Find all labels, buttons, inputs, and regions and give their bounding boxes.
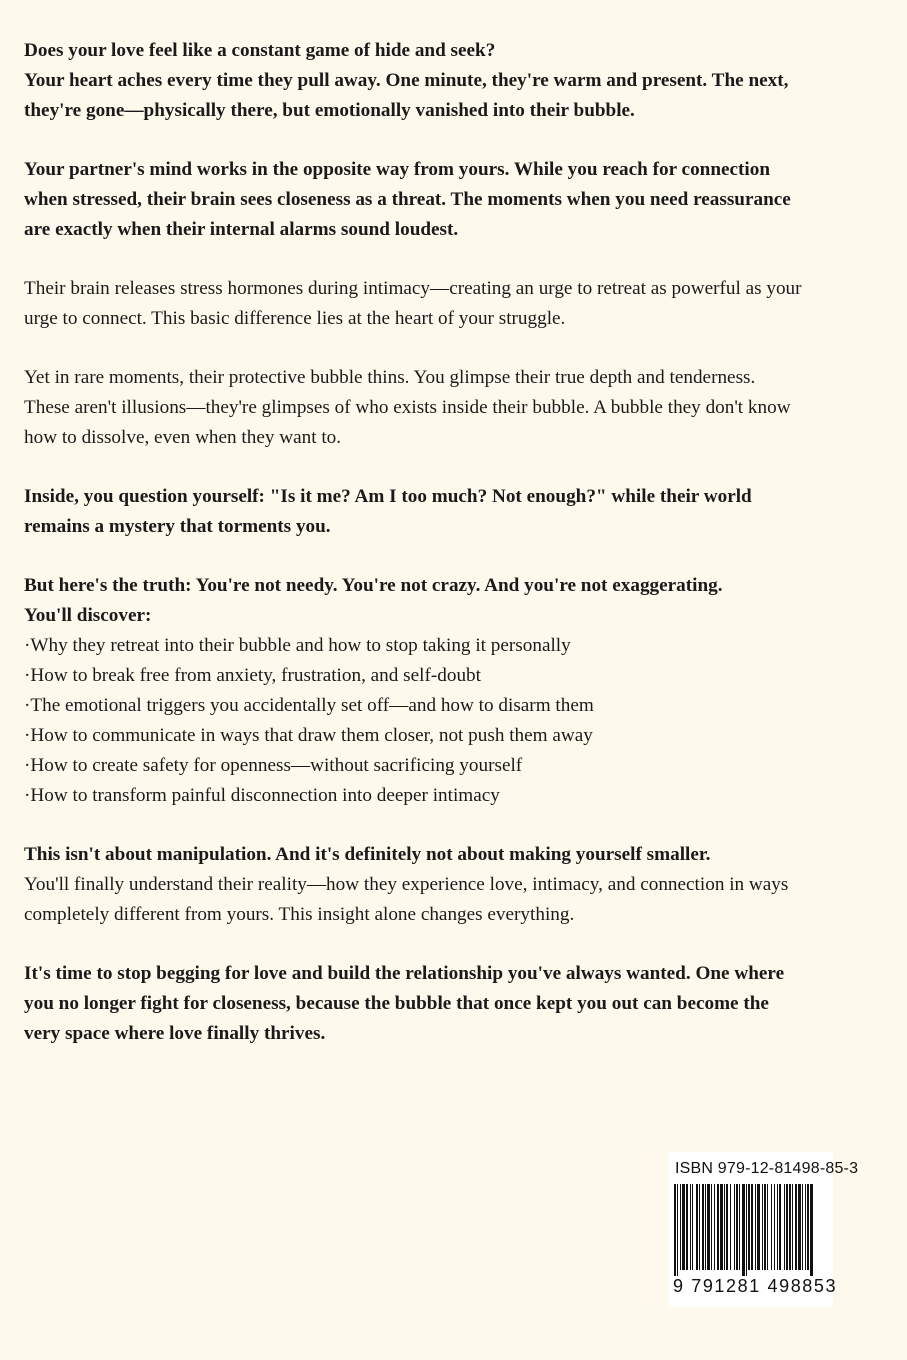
list-item: ·How to transform painful disconnection into deeper intimacy (24, 785, 500, 806)
isbn-barcode (669, 1152, 859, 1307)
paragraph-gap (24, 245, 874, 274)
barcode-bar (726, 1184, 728, 1270)
text-line: urge to connect. This basic difference lies at the heart of your struggle. (24, 308, 566, 329)
barcode-bar (692, 1184, 693, 1270)
barcode-bar (734, 1184, 735, 1270)
list-item: ·The emotional triggers you accidentally set off—and how to disarm them (24, 695, 594, 716)
paragraph (24, 36, 874, 126)
barcode-bar (717, 1184, 719, 1270)
text-line: Inside, you question yourself: "Is it me? Am I too much? Not enough?" while their world (24, 486, 752, 507)
paragraph-gap (24, 930, 874, 959)
barcode-bar (751, 1184, 753, 1270)
paragraph (24, 482, 874, 542)
paragraph (24, 959, 874, 1049)
text-line: Does your love feel like a constant game of hide and seek? (24, 40, 496, 61)
barcode-bar (746, 1184, 747, 1276)
barcode-bar (736, 1184, 738, 1270)
barcode-bar (711, 1184, 712, 1270)
barcode-bar (777, 1184, 778, 1270)
barcode-bar (767, 1184, 768, 1270)
barcode-bar (807, 1184, 809, 1270)
text-line: Your partner's mind works in the opposite way from yours. While you reach for connection (24, 159, 771, 180)
barcode-bar (690, 1184, 691, 1270)
barcode-bar (795, 1184, 797, 1270)
barcode-bar (730, 1184, 731, 1270)
barcode-bar (771, 1184, 772, 1270)
barcode-bar (779, 1184, 781, 1270)
paragraph (24, 274, 874, 334)
barcode-bar (674, 1184, 676, 1276)
text-line: when stressed, their brain sees closeness as a threat. The moments when you need reassurance (24, 189, 791, 210)
text-line: they're gone—physically there, but emotionally vanished into their bubble. (24, 100, 635, 121)
paragraph-gap (24, 126, 874, 155)
paragraph (24, 155, 874, 245)
text-line: You'll discover: (24, 605, 152, 626)
text-line: very space where love finally thrives. (24, 1023, 326, 1044)
barcode-bar (764, 1184, 766, 1270)
list-item: ·Why they retreat into their bubble and how to stop taking it personally (24, 635, 571, 656)
text-line: remains a mystery that torments you. (24, 516, 331, 537)
back-cover-text (24, 36, 874, 1049)
text-line: You'll finally understand their reality—how they experience love, intimacy, and connection in ways (24, 874, 789, 895)
text-line: These aren't illusions—they're glimpses of who exists inside their bubble. A bubble they don't know (24, 397, 791, 418)
barcode-bar (810, 1184, 813, 1276)
barcode-bar (757, 1184, 760, 1270)
barcode-bar (724, 1184, 725, 1270)
text-line: Yet in rare moments, their protective bubble thins. You glimpse their true depth and tenderness. (24, 367, 756, 388)
text-line: completely different from yours. This insight alone changes everything. (24, 904, 575, 925)
paragraph-gap (24, 334, 874, 363)
barcode-bar (802, 1184, 803, 1270)
text-line: are exactly when their internal alarms sound loudest. (24, 219, 459, 240)
barcode-bar (789, 1184, 791, 1270)
text-line: It's time to stop begging for love and build the relationship you've always wanted. One where (24, 963, 785, 984)
barcode-bar (707, 1184, 710, 1270)
list-item: ·How to create safety for openness—without sacrificing yourself (24, 755, 523, 776)
paragraph (24, 571, 874, 811)
list-item: ·How to communicate in ways that draw them closer, not push them away (24, 725, 593, 746)
text-line: This isn't about manipulation. And it's definitely not about making yourself smaller. (24, 844, 711, 865)
barcode-bar (774, 1184, 775, 1270)
barcode-bar (720, 1184, 723, 1270)
paragraph-gap (24, 453, 874, 482)
paragraph (24, 363, 874, 453)
list-item: ·How to break free from anxiety, frustration, and self-doubt (24, 665, 481, 686)
paragraph-gap (24, 542, 874, 571)
barcode-bar (786, 1184, 788, 1270)
barcode-bar (705, 1184, 706, 1270)
barcode-bar (699, 1184, 700, 1270)
barcode-digits: 9 791281 498853 (673, 1276, 838, 1296)
text-line: Your heart aches every time they pull away. One minute, they're warm and present. The next, (24, 70, 789, 91)
barcode-bar (805, 1184, 806, 1270)
barcode-bar (702, 1184, 704, 1270)
barcode-bar (762, 1184, 763, 1270)
barcode-bar (686, 1184, 688, 1270)
barcode-bar (784, 1184, 785, 1270)
barcode-bar (696, 1184, 698, 1270)
barcode-bar (680, 1184, 681, 1270)
barcode-bar (739, 1184, 740, 1270)
barcode-bar (677, 1184, 678, 1276)
barcode-bar (748, 1184, 750, 1270)
text-line: But here's the truth: You're not needy. You're not crazy. And you're not exaggerating. (24, 575, 723, 596)
barcode-bar (742, 1184, 745, 1276)
barcode-bar (755, 1184, 756, 1270)
barcode-bar (714, 1184, 715, 1270)
paragraph-gap (24, 811, 874, 840)
paragraph (24, 840, 874, 930)
barcode-bars (672, 1184, 830, 1276)
barcode-bar (682, 1184, 685, 1270)
text-line: how to dissolve, even when they want to. (24, 427, 342, 448)
barcode-bar (792, 1184, 793, 1270)
text-line: Their brain releases stress hormones during intimacy—creating an urge to retreat as powerful as your (24, 278, 802, 299)
isbn-label: ISBN 979-12-81498-85-3 (675, 1160, 859, 1177)
text-line: you no longer fight for closeness, because the bubble that once kept you out can become the (24, 993, 769, 1014)
barcode-bar (798, 1184, 801, 1270)
